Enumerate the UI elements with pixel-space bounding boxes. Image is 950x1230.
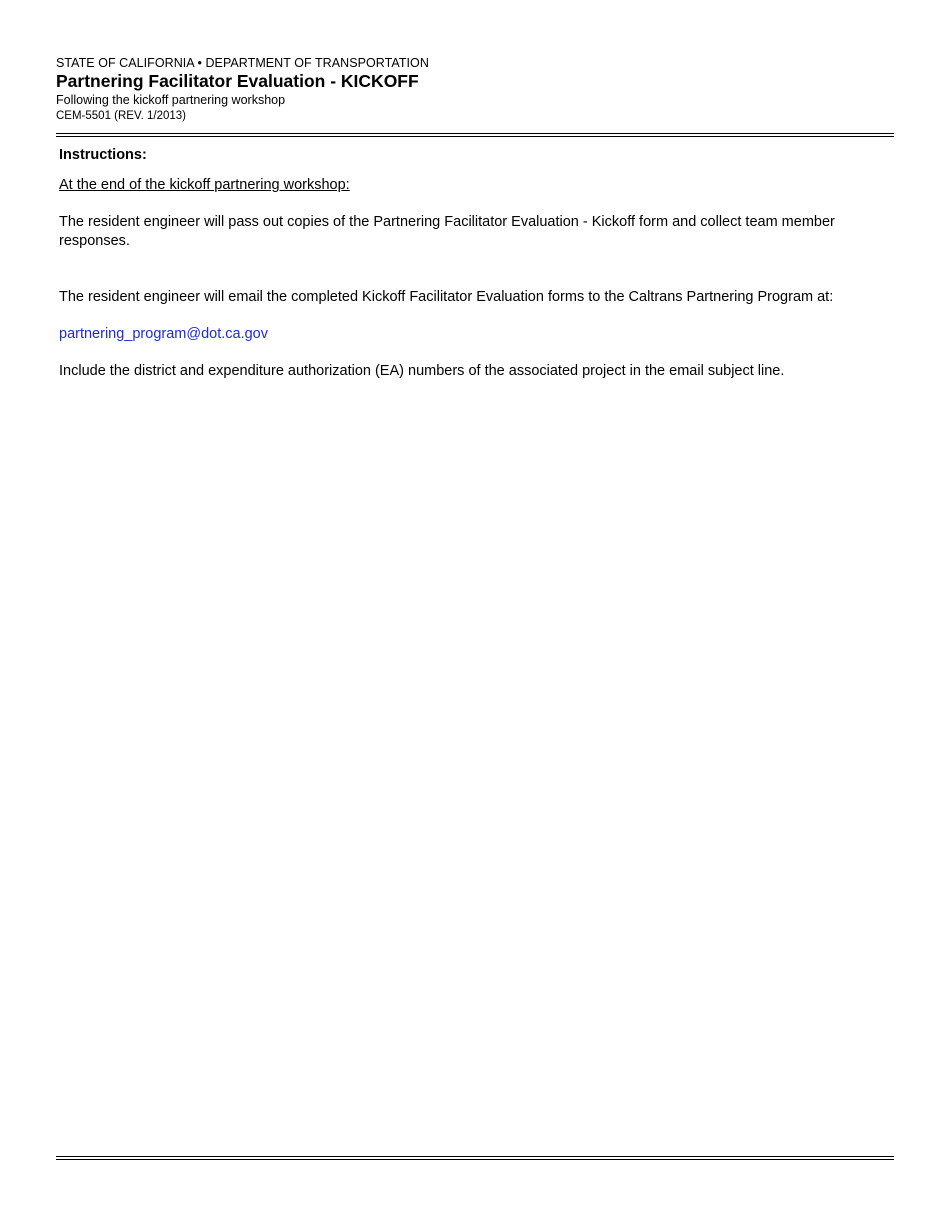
form-number: CEM-5501 (REV. 1/2013)	[56, 110, 186, 122]
form-header	[56, 56, 894, 123]
instructions-paragraph-email: The resident engineer will email the completed Kickoff Facilitator Evaluation forms to the Caltrans Partnering Program at:	[59, 289, 834, 305]
instructions-paragraph-subject: Include the district and expenditure authorization (EA) numbers of the associated project in the email subject line.	[59, 363, 785, 379]
instructions-paragraph-distribute: The resident engineer will pass out copies of the Partnering Facilitator Evaluation - Kickoff form and collect team member responses.	[59, 214, 835, 249]
instructions-heading: Instructions:	[59, 147, 147, 163]
form-title: Partnering Facilitator Evaluation - KICKOFF	[56, 71, 419, 91]
footer-divider	[56, 1156, 894, 1160]
instructions-section	[59, 146, 895, 381]
instructions-subheading: At the end of the kickoff partnering workshop:	[59, 177, 350, 193]
header-divider	[56, 133, 894, 137]
agency-name: STATE OF CALIFORNIA • DEPARTMENT OF TRANSPORTATION	[56, 56, 429, 70]
email-link[interactable]: partnering_program@dot.ca.gov	[59, 326, 268, 342]
form-subtitle: Following the kickoff partnering workshop	[56, 93, 286, 107]
